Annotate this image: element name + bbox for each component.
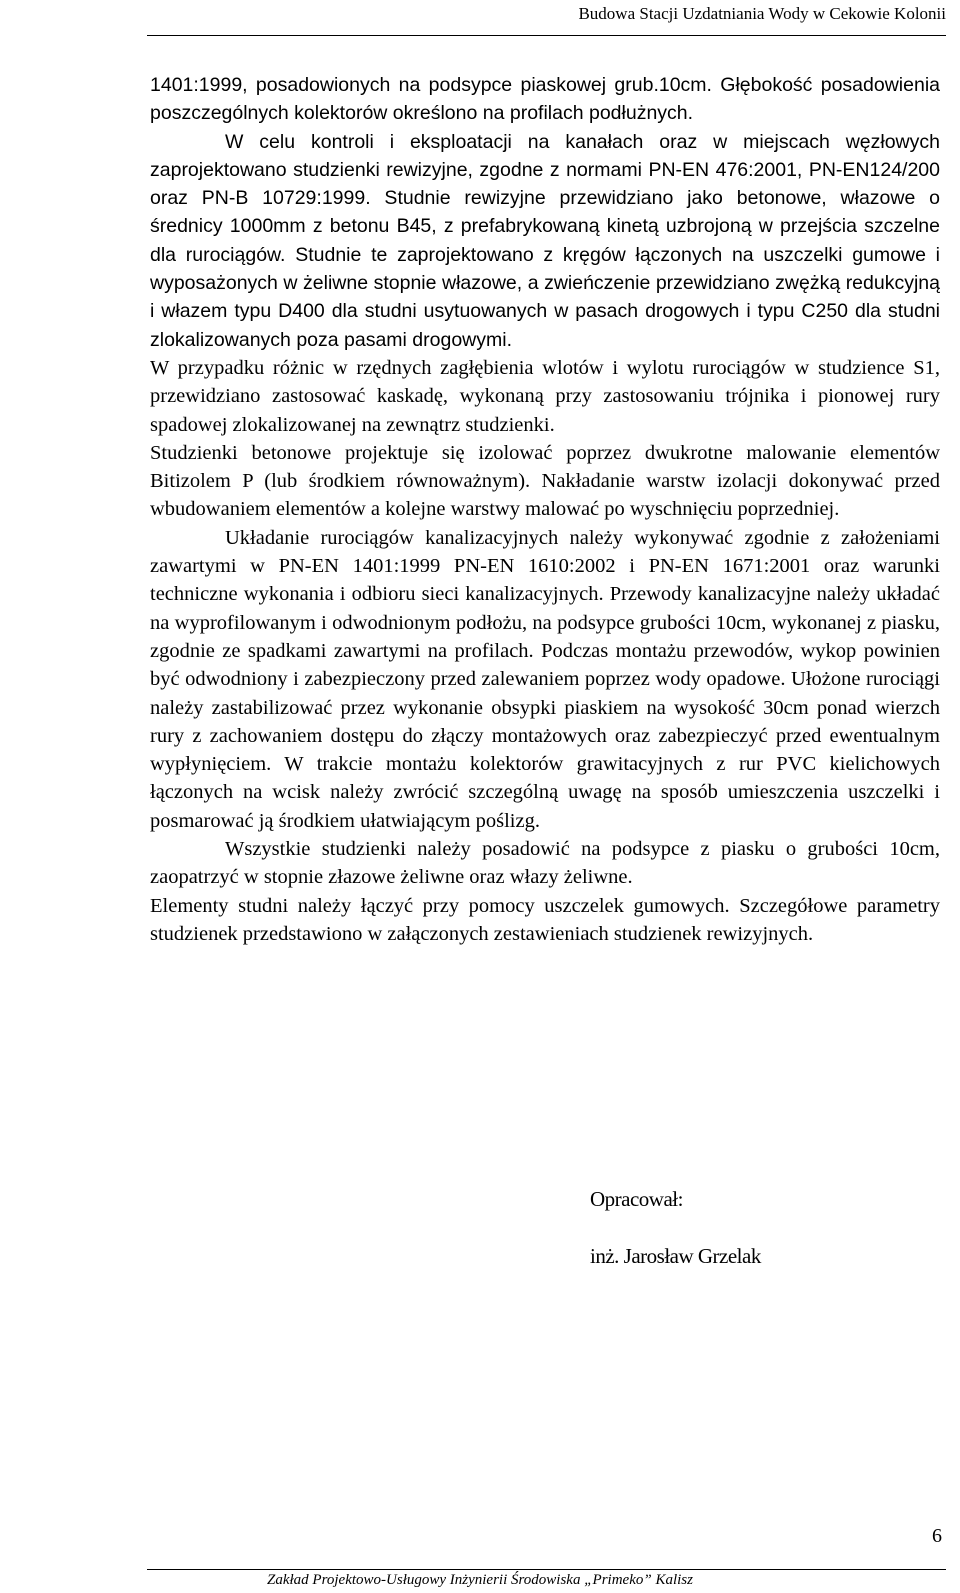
page-number: 6: [932, 1525, 942, 1547]
paragraph-3: W przypadku różnic w rzędnych zagłębienia wlotów i wylotu rurociągów w studzience S1, przewidziano zastosować kaskadę, wykonaną przy zastosowaniu trójnika i pionowej rury spadowej zlokalizowanej na zewnątrz studzienki.: [150, 356, 940, 436]
paragraph-4: Studzienki betonowe projektuje się izolować poprzez dwukrotne malowanie elementów Bitizolem P (lub środkiem równoważnym). Nakładanie warstw izolacji dokonywać przed wbudowaniem elementów a kolejne warstwy malować po wyschnięciu poprzedniej.: [150, 441, 940, 521]
document-body: [150, 71, 940, 948]
signature-label: Opracował:: [590, 1187, 683, 1211]
paragraph-1: 1401:1999, posadowionych na podsypce piaskowej grub.10cm. Głębokość posadowienia poszczególnych kolektorów określono na profilach podłużnych.: [150, 74, 940, 125]
paragraph-6: Wszystkie studzienki należy posadowić na podsypce z piasku o grubości 10cm, zaopatrzyć w stopnie złazowe żeliwne oraz włazy żeliwne.: [150, 838, 940, 889]
footer-text: Zakład Projektowo-Usługowy Inżynierii Środowiska „Primeko” Kalisz: [267, 1572, 693, 1588]
header-divider: [147, 35, 946, 36]
paragraph-5: Układanie rurociągów kanalizacyjnych należy wykonywać zgodnie z założeniami zawartymi w PN-EN 1401:1999 PN-EN 1610:2002 i PN-EN 1671:2001 oraz warunki techniczne wykonania i odbioru sieci kanalizacyjnych. Przewody kanalizacyjne należy układać na wyprofilowanym i odwodnionym podłożu, na podsypce grubości 10cm, wykonanej z piasku, zgodnie ze spadkami zawartymi na profilach. Podczas montażu przewodów, wykop powinien być odwodniony i zabezpieczony przed zalewaniem poprzez wody opadowe. Ułożone rurociągi należy zastabilizować przez wykonanie obsypki piaskiem na wysokość 30cm ponad wierzch rury z zachowaniem dostępu do złączy montażowych oraz zabezpieczyć przed ewentualnym wypłynięciem. W trakcie montażu kolektorów grawitacyjnych z rur PVC kielichowych łączonych na wcisk należy zwrócić szczególną uwagę na sposób umieszczenia uszczelki i posmarować ją środkiem ułatwiającym poślizg.: [150, 526, 940, 832]
footer-divider: [147, 1569, 946, 1570]
signature-name: inż. Jarosław Grzelak: [590, 1244, 761, 1268]
paragraph-2: W celu kontroli i eksploatacji na kanałach oraz w miejscach węzłowych zaprojektowano studzienki rewizyjne, zgodne z normami PN-EN 476:2001, PN-EN124/200 oraz PN-B 10729:1999. Studnie rewizyjne przewidziano jako betonowe, włazowe o średnicy 1000mm z betonu B45, z prefabrykowaną kinetą uzbrojoną w przejścia szczelne dla rurociągów. Studnie te zaprojektowano z kręgów łączonych na uszczelki gumowe i wyposażonych w żeliwne stopnie włazowe, a zwieńczenie przewidziano zwężką redukcyjną i włazem typu D400 dla studni usytuowanych w pasach drogowych i typu C250 dla studni zlokalizowanych poza pasami drogowymi.: [150, 130, 940, 351]
running-header: Budowa Stacji Uzdatniania Wody w Cekowie Kolonii: [578, 4, 946, 23]
paragraph-7: Elementy studni należy łączyć przy pomocy uszczelek gumowych. Szczegółowe parametry studzienek przedstawiono w załączonych zestawieniach studzienek rewizyjnych.: [150, 894, 940, 945]
